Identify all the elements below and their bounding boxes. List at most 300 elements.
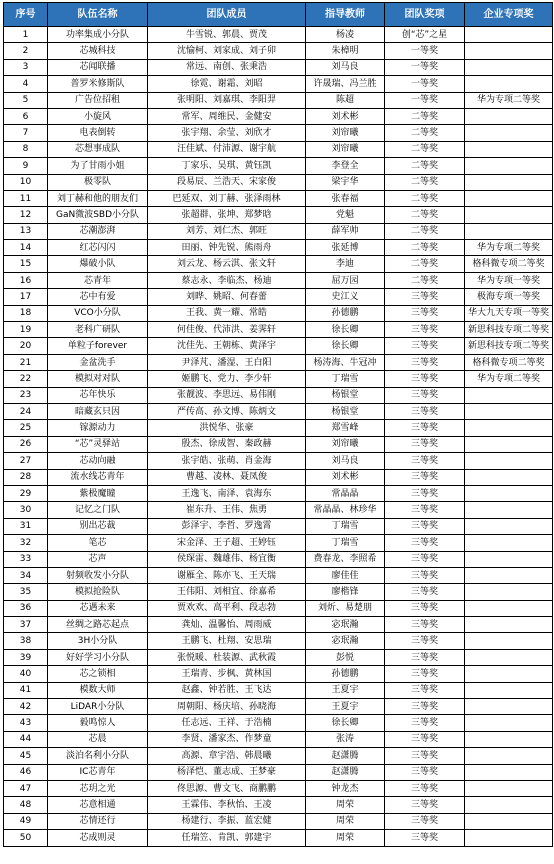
cell-index: 15 (4, 256, 48, 272)
cell-advisor: 薛军帅 (306, 223, 385, 239)
cell-index: 39 (4, 649, 48, 665)
cell-enterprise-award: 极海专项一等奖 (465, 289, 553, 305)
cell-team-name: 模数大师 (48, 682, 148, 698)
cell-team-name: 镓源动力 (48, 420, 148, 436)
cell-enterprise-award (465, 617, 553, 633)
cell-team-award: 三等奖 (385, 289, 465, 305)
cell-members: 谢雁全、陈亦飞、王天瑞 (148, 567, 306, 583)
cell-team-award: 二等奖 (385, 223, 465, 239)
cell-index: 40 (4, 666, 48, 682)
cell-members: 何佳俊、代沛洪、姜霁轩 (148, 322, 306, 338)
cell-enterprise-award (465, 207, 553, 223)
cell-enterprise-award: 华为专项二等奖 (465, 371, 553, 387)
table-row (4, 158, 553, 174)
results-table-container (3, 2, 553, 847)
table-row (4, 600, 553, 616)
cell-team-name: 芯想事成队 (48, 141, 148, 157)
cell-members: 蔡志永、李临杰、杨迪 (148, 272, 306, 288)
table-row (4, 699, 553, 715)
cell-advisor: 钟龙杰 (306, 780, 385, 796)
table-row (4, 387, 553, 403)
cell-team-name: 芯年快乐 (48, 387, 148, 403)
cell-members: 贾欢欢、高平利、段志勃 (148, 600, 306, 616)
results-table (3, 2, 553, 847)
cell-members: 宋金泽、王子超、王婷钰 (148, 535, 306, 551)
cell-advisor: 彭悦 (306, 649, 385, 665)
cell-advisor: 丁瑞雪 (306, 518, 385, 534)
cell-enterprise-award (465, 518, 553, 534)
cell-advisor: 杨涛海、牛冠冲 (306, 354, 385, 370)
cell-index: 48 (4, 797, 48, 813)
cell-enterprise-award (465, 666, 553, 682)
cell-members: 段易辰、兰浩天、宋家俊 (148, 174, 306, 190)
cell-enterprise-award (465, 108, 553, 124)
cell-advisor: 刘术彬 (306, 108, 385, 124)
header-enterprise-award: 企业专项奖 (465, 3, 553, 27)
cell-enterprise-award: 华为专项二等奖 (465, 240, 553, 256)
table-row (4, 289, 553, 305)
cell-team-name: 红芯闪闪 (48, 240, 148, 256)
table-row (4, 190, 553, 206)
cell-index: 32 (4, 535, 48, 551)
cell-advisor: 杨银堂 (306, 387, 385, 403)
table-row (4, 141, 553, 157)
cell-team-award: 创“芯”之星 (385, 27, 465, 43)
cell-team-award: 二等奖 (385, 125, 465, 141)
cell-team-name: 模拟抢险队 (48, 584, 148, 600)
cell-members: 尹泽芃、潘湿、王白阳 (148, 354, 306, 370)
cell-team-name: 流水线芯青年 (48, 469, 148, 485)
cell-enterprise-award (465, 76, 553, 92)
cell-members: 常远、南创、张秉浩 (148, 59, 306, 75)
cell-enterprise-award: 华为专项一等奖 (465, 272, 553, 288)
cell-enterprise-award (465, 141, 553, 157)
cell-enterprise-award (465, 190, 553, 206)
cell-members: 龚灿、温馨怡、周雨威 (148, 617, 306, 633)
cell-advisor: 屈万园 (306, 272, 385, 288)
table-row (4, 535, 553, 551)
cell-team-name: LiDAR小分队 (48, 699, 148, 715)
cell-members: 汪佳斌、付沛源、谢宇航 (148, 141, 306, 157)
cell-team-award: 三等奖 (385, 551, 465, 567)
cell-index: 36 (4, 600, 48, 616)
cell-members: 赵鑫、钟若胜、王飞达 (148, 682, 306, 698)
cell-members: 刘芳、刘仁杰、郭旺 (148, 223, 306, 239)
cell-members: 徐霓、谢霜、刘昭 (148, 76, 306, 92)
cell-team-award: 三等奖 (385, 502, 465, 518)
cell-team-name: 模拟对对队 (48, 371, 148, 387)
cell-team-award: 二等奖 (385, 207, 465, 223)
table-row (4, 502, 553, 518)
cell-members: 丁家乐、吴琪、黄钰凯 (148, 158, 306, 174)
table-row (4, 272, 553, 288)
cell-enterprise-award (465, 780, 553, 796)
cell-enterprise-award (465, 469, 553, 485)
cell-enterprise-award (465, 174, 553, 190)
cell-members: 佟思源、曹文飞、商鹏鹏 (148, 780, 306, 796)
cell-enterprise-award (465, 158, 553, 174)
cell-team-name: 刘丁赫和他的朋友们 (48, 190, 148, 206)
cell-index: 31 (4, 518, 48, 534)
cell-advisor: 刘马良 (306, 59, 385, 75)
cell-index: 30 (4, 502, 48, 518)
cell-team-name: 芯动向融 (48, 453, 148, 469)
cell-index: 9 (4, 158, 48, 174)
cell-index: 6 (4, 108, 48, 124)
table-row (4, 485, 553, 501)
header-advisor: 指导教师 (306, 3, 385, 27)
cell-team-name: 功率集成小分队 (48, 27, 148, 43)
cell-advisor: 王夏宇 (306, 682, 385, 698)
cell-team-award: 一等奖 (385, 43, 465, 59)
cell-team-name: 芯声 (48, 551, 148, 567)
cell-team-name: 芯潮澎湃 (48, 223, 148, 239)
cell-team-award: 二等奖 (385, 141, 465, 157)
table-row (4, 436, 553, 452)
table-row (4, 567, 553, 583)
cell-members: 张明阳、刘嘉琪、李阳羿 (148, 92, 306, 108)
header-team-name: 队伍名称 (48, 3, 148, 27)
cell-team-name: 单粒子forever (48, 338, 148, 354)
table-row (4, 780, 553, 796)
cell-team-name: 电表倒转 (48, 125, 148, 141)
cell-members: 彭泽宇、李哲、罗逸霄 (148, 518, 306, 534)
cell-index: 43 (4, 715, 48, 731)
cell-index: 42 (4, 699, 48, 715)
header-index: 序号 (4, 3, 48, 27)
cell-enterprise-award (465, 830, 553, 846)
cell-team-name: 芯意相通 (48, 797, 148, 813)
cell-team-name: 芯遇未来 (48, 600, 148, 616)
cell-members: 巴延双、刘丁赫、张泽雨林 (148, 190, 306, 206)
cell-index: 47 (4, 780, 48, 796)
cell-index: 19 (4, 322, 48, 338)
cell-team-award: 三等奖 (385, 453, 465, 469)
cell-index: 8 (4, 141, 48, 157)
cell-index: 18 (4, 305, 48, 321)
cell-team-name: 芯中有爱 (48, 289, 148, 305)
cell-members: 周朝阳、杨庆培、孙晓海 (148, 699, 306, 715)
cell-index: 5 (4, 92, 48, 108)
cell-team-award: 三等奖 (385, 764, 465, 780)
cell-index: 41 (4, 682, 48, 698)
cell-enterprise-award (465, 59, 553, 75)
cell-team-name: 毅鸣惊人 (48, 715, 148, 731)
cell-team-name: 小旋风 (48, 108, 148, 124)
table-row (4, 617, 553, 633)
cell-advisor: 李登全 (306, 158, 385, 174)
cell-members: 杨建行、李振、蓝宏健 (148, 813, 306, 829)
cell-members: 殷杰、徐成智、秦政赫 (148, 436, 306, 452)
cell-advisor: 周荣 (306, 813, 385, 829)
cell-team-award: 三等奖 (385, 715, 465, 731)
cell-enterprise-award (465, 420, 553, 436)
cell-advisor: 常晶晶、林珍华 (306, 502, 385, 518)
cell-advisor: 孙德鹏 (306, 305, 385, 321)
cell-enterprise-award: 华大九天专项一等奖 (465, 305, 553, 321)
cell-team-award: 三等奖 (385, 354, 465, 370)
table-header-row (4, 3, 553, 27)
header-team-award: 团队奖项 (385, 3, 465, 27)
cell-team-award: 三等奖 (385, 387, 465, 403)
cell-team-name: 广告位招租 (48, 92, 148, 108)
cell-members: 李贤、潘家杰、作梦童 (148, 731, 306, 747)
cell-advisor: 赵潇腾 (306, 764, 385, 780)
table-row (4, 584, 553, 600)
cell-advisor: 张春福 (306, 190, 385, 206)
cell-team-award: 三等奖 (385, 649, 465, 665)
cell-enterprise-award (465, 535, 553, 551)
cell-team-award: 三等奖 (385, 371, 465, 387)
table-row (4, 682, 553, 698)
cell-advisor: 刘术彬 (306, 469, 385, 485)
cell-index: 29 (4, 485, 48, 501)
cell-index: 22 (4, 371, 48, 387)
table-row (4, 715, 553, 731)
cell-index: 28 (4, 469, 48, 485)
cell-index: 34 (4, 567, 48, 583)
cell-enterprise-award: 新思科技专项二等奖 (465, 338, 553, 354)
cell-members: 侯琛雷、魏雄伟、杨宜衡 (148, 551, 306, 567)
cell-index: 25 (4, 420, 48, 436)
table-row (4, 403, 553, 419)
cell-enterprise-award (465, 699, 553, 715)
cell-team-name: 芯青年 (48, 272, 148, 288)
cell-advisor: 张涛 (306, 731, 385, 747)
cell-team-name: 金盆洗手 (48, 354, 148, 370)
cell-enterprise-award (465, 633, 553, 649)
cell-team-award: 三等奖 (385, 780, 465, 796)
cell-advisor: 梁宇华 (306, 174, 385, 190)
cell-enterprise-award (465, 748, 553, 764)
cell-index: 27 (4, 453, 48, 469)
cell-advisor: 朱樟明 (306, 43, 385, 59)
cell-members: 田丽、钟先锐、熊雨舟 (148, 240, 306, 256)
cell-team-award: 二等奖 (385, 158, 465, 174)
table-row (4, 76, 553, 92)
cell-index: 38 (4, 633, 48, 649)
cell-team-award: 三等奖 (385, 748, 465, 764)
cell-team-award: 三等奖 (385, 584, 465, 600)
cell-advisor: 李迪 (306, 256, 385, 272)
cell-enterprise-award (465, 551, 553, 567)
cell-team-award: 三等奖 (385, 322, 465, 338)
cell-team-name: 爆破小队 (48, 256, 148, 272)
cell-enterprise-award (465, 125, 553, 141)
cell-enterprise-award (465, 649, 553, 665)
cell-team-award: 三等奖 (385, 813, 465, 829)
cell-team-award: 三等奖 (385, 305, 465, 321)
cell-team-name: GaN微波SBD小分队 (48, 207, 148, 223)
cell-team-name: 芯成则灵 (48, 830, 148, 846)
cell-index: 13 (4, 223, 48, 239)
cell-members: 沈佳先、王朝栋、黄泽宇 (148, 338, 306, 354)
cell-members: 张靓波、李思远、易伟刚 (148, 387, 306, 403)
cell-members: 刘晔、姚昭、何春蕾 (148, 289, 306, 305)
cell-members: 王霖伟、李秋怡、王凌 (148, 797, 306, 813)
cell-advisor: 张延博 (306, 240, 385, 256)
cell-index: 1 (4, 27, 48, 43)
cell-enterprise-award (465, 567, 553, 583)
header-members: 团队成员 (148, 3, 306, 27)
cell-team-award: 二等奖 (385, 240, 465, 256)
cell-index: 37 (4, 617, 48, 633)
table-row (4, 371, 553, 387)
cell-index: 2 (4, 43, 48, 59)
cell-members: 高源、章宇浩、韩晨曦 (148, 748, 306, 764)
cell-team-award: 二等奖 (385, 174, 465, 190)
cell-team-name: 芯城科技 (48, 43, 148, 59)
cell-team-award: 三等奖 (385, 338, 465, 354)
cell-team-name: 别出芯裁 (48, 518, 148, 534)
table-row (4, 764, 553, 780)
cell-advisor: 费春龙、李照希 (306, 551, 385, 567)
cell-team-award: 三等奖 (385, 420, 465, 436)
table-row (4, 354, 553, 370)
cell-index: 26 (4, 436, 48, 452)
cell-index: 4 (4, 76, 48, 92)
cell-members: 牛雪锐、郭晨、贾茂 (148, 27, 306, 43)
cell-enterprise-award (465, 731, 553, 747)
cell-team-award: 三等奖 (385, 666, 465, 682)
cell-advisor: 周荣 (306, 830, 385, 846)
cell-index: 11 (4, 190, 48, 206)
cell-advisor: 史江义 (306, 289, 385, 305)
cell-team-name: 芯情还行 (48, 813, 148, 829)
cell-index: 46 (4, 764, 48, 780)
cell-enterprise-award (465, 813, 553, 829)
cell-team-award: 三等奖 (385, 617, 465, 633)
cell-index: 24 (4, 403, 48, 419)
cell-team-award: 三等奖 (385, 469, 465, 485)
cell-members: 张悦暖、杜装源、武秋霞 (148, 649, 306, 665)
table-row (4, 174, 553, 190)
cell-team-name: 普罗米修斯队 (48, 76, 148, 92)
cell-team-name: 老科广研队 (48, 322, 148, 338)
table-row (4, 420, 553, 436)
cell-enterprise-award: 格科微专项二等奖 (465, 354, 553, 370)
cell-enterprise-award (465, 387, 553, 403)
cell-enterprise-award: 新思科技专项二等奖 (465, 322, 553, 338)
table-row (4, 813, 553, 829)
table-row (4, 797, 553, 813)
table-row (4, 27, 553, 43)
cell-advisor: 刘马良 (306, 453, 385, 469)
cell-advisor: 徐长卿 (306, 338, 385, 354)
cell-team-name: 暗藏玄只因 (48, 403, 148, 419)
table-row (4, 731, 553, 747)
cell-team-name: 芯闻联播 (48, 59, 148, 75)
cell-index: 21 (4, 354, 48, 370)
cell-advisor: 刘帘曦 (306, 436, 385, 452)
cell-team-award: 三等奖 (385, 600, 465, 616)
cell-enterprise-award (465, 223, 553, 239)
table-row (4, 469, 553, 485)
cell-team-name: VCO小分队 (48, 305, 148, 321)
table-row (4, 240, 553, 256)
table-row (4, 453, 553, 469)
cell-advisor: 杨凌 (306, 27, 385, 43)
table-row (4, 92, 553, 108)
cell-enterprise-award (465, 436, 553, 452)
cell-members: 任瑞笠、肯凯、郭建宇 (148, 830, 306, 846)
table-row (4, 551, 553, 567)
cell-enterprise-award (465, 453, 553, 469)
table-row (4, 830, 553, 846)
cell-advisor: 党魁 (306, 207, 385, 223)
cell-team-award: 二等奖 (385, 272, 465, 288)
cell-members: 崔东升、王伟、焦勇 (148, 502, 306, 518)
cell-members: 姬鹏飞、党力、李少轩 (148, 371, 306, 387)
cell-index: 44 (4, 731, 48, 747)
cell-team-award: 二等奖 (385, 190, 465, 206)
cell-index: 7 (4, 125, 48, 141)
cell-index: 33 (4, 551, 48, 567)
cell-team-name: 3H小分队 (48, 633, 148, 649)
cell-advisor: 周荣 (306, 797, 385, 813)
cell-members: 王我、黄一耀、常皓 (148, 305, 306, 321)
cell-team-award: 三等奖 (385, 633, 465, 649)
cell-advisor: 廖楷锋 (306, 584, 385, 600)
cell-index: 17 (4, 289, 48, 305)
cell-members: 王鹏飞、杜翔、安思瑞 (148, 633, 306, 649)
cell-team-award: 一等奖 (385, 59, 465, 75)
cell-team-award: 二等奖 (385, 256, 465, 272)
cell-advisor: 丁瑞雪 (306, 371, 385, 387)
cell-team-name: 射频收发小分队 (48, 567, 148, 583)
cell-team-name: 记忆之门队 (48, 502, 148, 518)
cell-team-award: 三等奖 (385, 682, 465, 698)
cell-members: 张宇翔、余莹、刘欣才 (148, 125, 306, 141)
cell-team-name: 芯玥之光 (48, 780, 148, 796)
cell-team-name: 笔芯 (48, 535, 148, 551)
cell-members: 任志远、王祥、于浩楠 (148, 715, 306, 731)
cell-members: 曹越、凌林、聂凤俊 (148, 469, 306, 485)
cell-advisor: 许晟瑞、冯兰胜 (306, 76, 385, 92)
cell-enterprise-award (465, 797, 553, 813)
cell-team-award: 三等奖 (385, 731, 465, 747)
cell-enterprise-award (465, 715, 553, 731)
table-row (4, 633, 553, 649)
cell-index: 16 (4, 272, 48, 288)
cell-advisor: 王夏宇 (306, 699, 385, 715)
table-row (4, 207, 553, 223)
cell-members: 王逸飞、南泽、袁海东 (148, 485, 306, 501)
cell-team-award: 三等奖 (385, 567, 465, 583)
table-row (4, 223, 553, 239)
table-row (4, 125, 553, 141)
cell-team-award: 一等奖 (385, 76, 465, 92)
cell-index: 3 (4, 59, 48, 75)
table-row (4, 666, 553, 682)
cell-enterprise-award (465, 43, 553, 59)
cell-enterprise-award (465, 584, 553, 600)
cell-advisor: 刘帘曦 (306, 141, 385, 157)
cell-team-award: 三等奖 (385, 403, 465, 419)
table-row (4, 338, 553, 354)
table-row (4, 649, 553, 665)
cell-advisor: 刘炘、易楚朋 (306, 600, 385, 616)
cell-team-name: 芯之锁相 (48, 666, 148, 682)
cell-enterprise-award (465, 682, 553, 698)
cell-members: 张宇皓、张萌、肖金海 (148, 453, 306, 469)
cell-index: 49 (4, 813, 48, 829)
cell-members: 刘云龙、杨云淇、张文轩 (148, 256, 306, 272)
cell-team-award: 一等奖 (385, 92, 465, 108)
cell-team-award: 三等奖 (385, 518, 465, 534)
cell-index: 10 (4, 174, 48, 190)
table-body (4, 27, 553, 847)
